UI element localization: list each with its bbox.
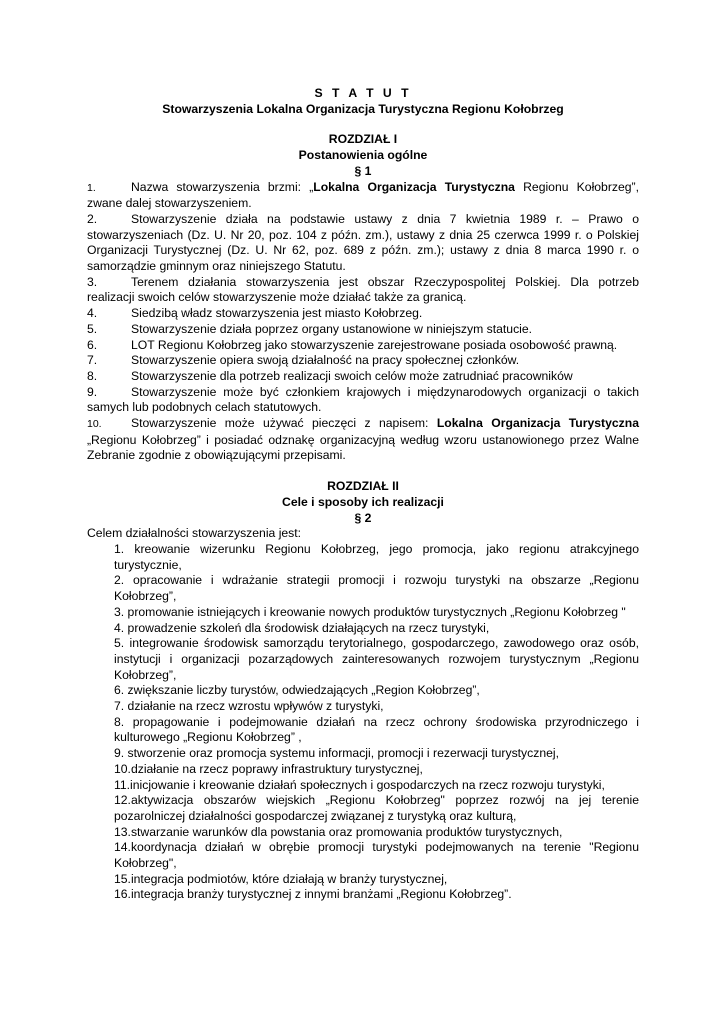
goal-item: 9. stworzenie oraz promocja systemu informacji, promocji i rezerwacji turystycznej, (114, 746, 559, 761)
chapter-1-item: 1. Nazwa stowarzyszenia brzmi: „Lokalna Organizacja Turystyczna Regionu Kołobrzeg”, zwane dalej stowarzyszeniem. (87, 179, 639, 211)
goal-item: 16.integracja branży turystycznej z innymi branżami „Regionu Kołobrzeg”. (114, 887, 512, 902)
document-subtitle: Stowarzyszenia Lokalna Organizacja Turystyczna Regionu Kołobrzeg (162, 101, 564, 116)
goal-item: 12.aktywizacja obszarów wiejskich „Regionu Kołobrzeg" poprzez rozwój na jej terenie pozarolniczej działalności gospodarczej związanej z turystyką oraz kulturą, (114, 793, 639, 823)
chapter-1-item: 5. Stowarzyszenie działa poprzez organy ustanowione w niniejszym statucie. (87, 321, 533, 336)
chapter-2-title: Cele i sposoby ich realizacji (282, 494, 444, 509)
chapter-1-heading: ROZDZIAŁ I (328, 132, 398, 147)
goal-item: 3. promowanie istniejących i kreowanie nowych produktów turystycznych „Regionu Kołobrzeg " (114, 604, 626, 619)
chapter-1-item: 7. Stowarzyszenie opiera swoją działalność na pracy społecznej członków. (87, 353, 520, 368)
chapter-1-item: 9. Stowarzyszenie może być członkiem krajowych i międzynarodowych organizacji o takich samych lub podobnych celach statutowych. (87, 384, 639, 415)
chapter-1-item: 2. Stowarzyszenie działa na podstawie ustawy z dnia 7 kwietnia 1989 r. – Prawo o stowarzyszeniach (Dz. U. Nr 20, poz. 104 z późn. zm.), ustawy z dnia 25 czerwca 1999 r. o Polskiej Organizacji Turystycznej (Dz. U. Nr 62, poz. 689 z późn. zm.); ustawy z dnia 8 marca 1990 r. o samorządzie gminnym oraz niniejszego Statutu. (87, 211, 639, 274)
goal-item: 15.integracja podmiotów, które działają w branży turystycznej, (114, 871, 448, 886)
chapter-2-intro: Celem działalności stowarzyszenia jest: (87, 526, 302, 541)
document-content (87, 86, 639, 903)
document-title: S T A T U T (314, 86, 412, 100)
chapter-2-heading: ROZDZIAŁ II (327, 479, 399, 494)
chapter-1-item: 6. LOT Regionu Kołobrzeg jako stowarzyszenie zarejestrowane posiada osobowość prawną. (87, 337, 618, 352)
chapter-2-paragraph: § 2 (354, 510, 372, 525)
goal-item: 8. propagowanie i podejmowanie działań na rzecz ochrony środowiska przyrodniczego i kulturowego „Regionu Kołobrzeg” , (114, 714, 639, 745)
goal-item: 10.działanie na rzecz poprawy infrastruktury turystycznej, (114, 761, 423, 776)
goal-item: 5. integrowanie środowisk samorządu terytorialnego, gospodarczego, zawodowego oraz osób, instytucji i organizacji pozarządowych zainteresowanych rozwojem turystycznym „Regionu Kołobrzeg”, (114, 636, 639, 682)
chapter-1-item: 8. Stowarzyszenie dla potrzeb realizacji swoich celów może zatrudniać pracowników (87, 368, 573, 383)
chapter-1-item: 4. Siedzibą władz stowarzyszenia jest miasto Kołobrzeg. (87, 306, 423, 321)
goal-item: 7. działanie na rzecz wzrostu wpływów z turystyki, (114, 699, 384, 714)
goal-item: 2. opracowanie i wdrażanie strategii promocji i rozwoju turystyki na obszarze „Regionu Kołobrzeg”, (114, 573, 639, 604)
chapter-1-item: 10. Stowarzyszenie może używać pieczęci z napisem: Lokalna Organizacja Turystyczna „Regionu Kołobrzeg” i posiadać odznakę organizacyjną według wzoru ustanowionego przez Walne Zebranie zgodnie z obowiązującymi przepisami. (87, 416, 639, 463)
goal-item: 6. zwiększanie liczby turystów, odwiedzających „Region Kołobrzeg”, (114, 683, 480, 698)
goal-item: 11.inicjowanie i kreowanie działań społecznych i gospodarczych na rzecz rozwoju turystyki, (114, 777, 605, 792)
goal-item: 13.stwarzanie warunków dla powstania oraz promowania produktów turystycznych, (114, 824, 563, 839)
chapter-1-paragraph: § 1 (354, 163, 372, 178)
goal-item: 1. kreowanie wizerunku Regionu Kołobrzeg, jego promocja, jako regionu atrakcyjnego turystycznie, (114, 541, 639, 572)
goal-item: 4. prowadzenie szkoleń dla środowisk działających na rzecz turystyki, (114, 620, 490, 635)
chapter-1-title: Postanowienia ogólne (298, 148, 428, 163)
chapter-1-item: 3. Terenem działania stowarzyszenia jest obszar Rzeczypospolitej Polskiej. Dla potrzeb realizacji swoich celów stowarzyszenie może działać także za granicą. (87, 274, 639, 305)
goal-item: 14.koordynacja działań w obrębie promocji turystyki podejmowanych na terenie "Regionu Kołobrzeg", (114, 840, 639, 871)
